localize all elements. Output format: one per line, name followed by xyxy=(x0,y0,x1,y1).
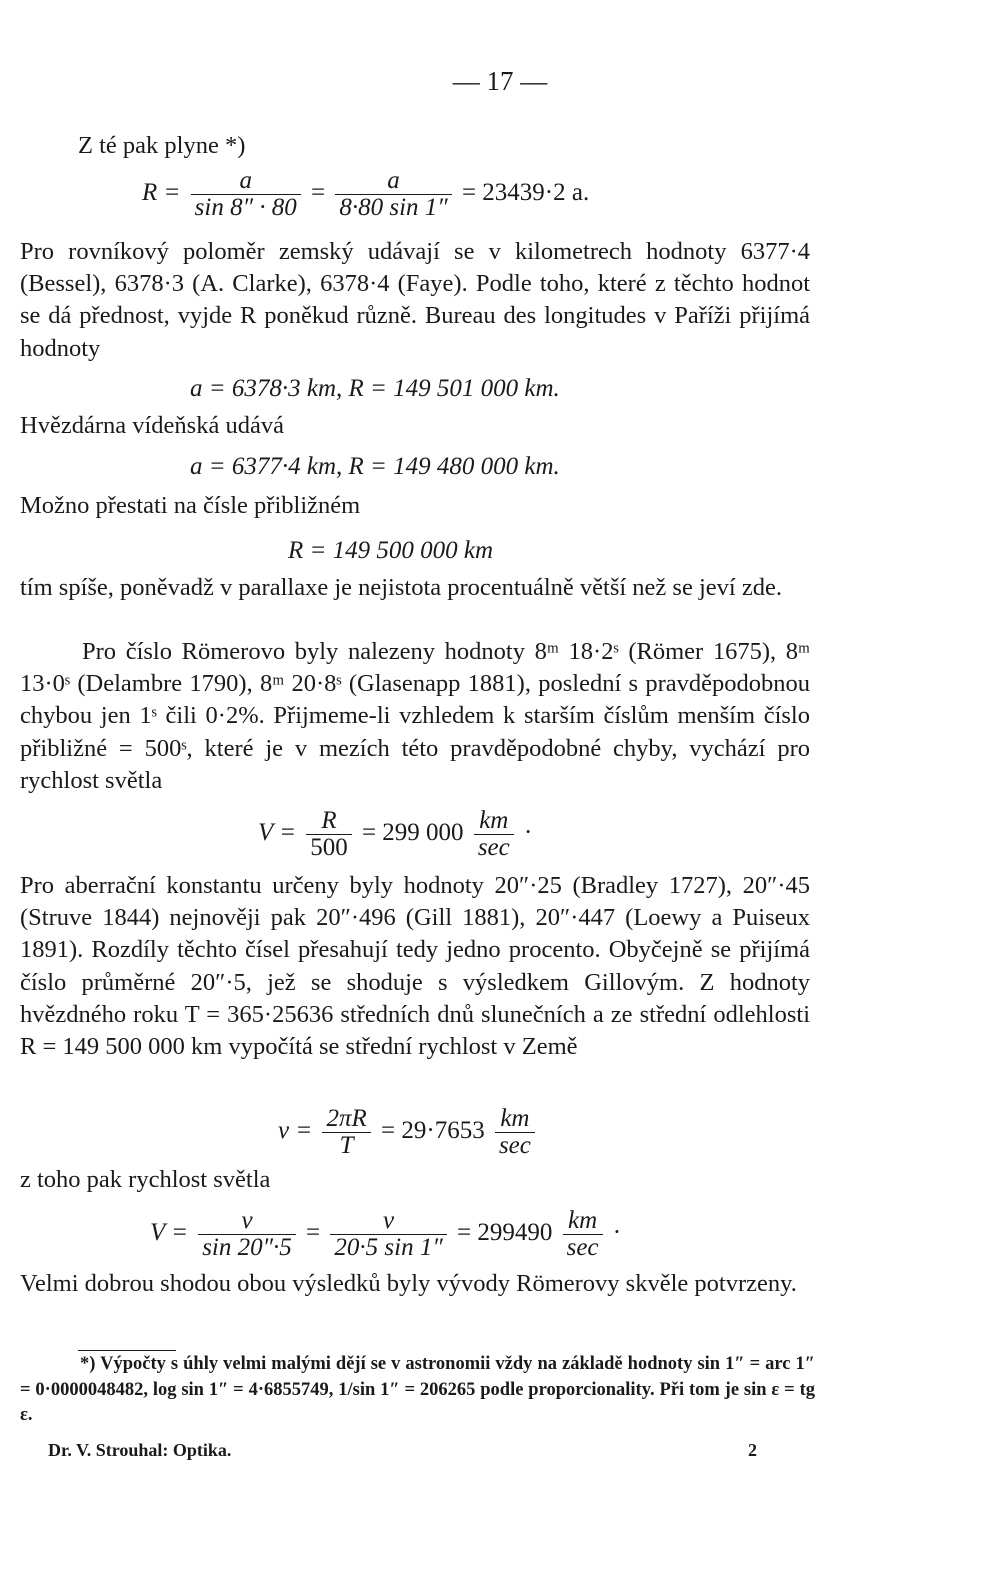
paragraph-1: Pro rovníkový poloměr zemský udávají se v kilometrech hodnoty 6377·4 (Bessel), 6378·3 (A. Clarke), 6378·4 (Faye). Podle toho, které z těchto hodnot se dá přednost, vyjde R poněkud různě. Bureau des longitudes v Paříži přijímá hodnoty xyxy=(20,238,810,362)
intro-line: Z té pak plyne *) xyxy=(78,132,246,159)
footer-author-title: Dr. V. Strouhal: Optika. xyxy=(48,1440,232,1460)
paragraph-2: Hvězdárna vídeňská udává xyxy=(20,412,284,439)
footnote: *) Výpočty s úhly velmi malými dějí se v astronomii vždy na základě hodnoty sin 1″ = arc 1″ = 0·0000048482, log sin 1″ = 4·6855749, 1/sin 1″ = 206265 podle proporcionality. Při tom je sin ε = tg ε. xyxy=(20,1354,815,1426)
paragraph-5: Pro číslo Römerovo byly nalezeny hodnoty 8ᵐ 18·2ˢ (Römer 1675), 8ᵐ 13·0ˢ (Delambre 1790), 8ᵐ 20·8ˢ (Glasenapp 1881), poslední s pravděpodobnou chybou jen 1ˢ čili 0·2%. Přijmeme-li vzhledem k starším číslům menším číslo přibližné = 500ˢ, které je v mezích této pravděpodobné chyby, vychází pro rychlost světla xyxy=(20,638,810,794)
paragraph-3: Možno přestati na čísle přibližném xyxy=(20,492,361,519)
eq6-fraction-1: $\frac{2\pi R}{T}$ xyxy=(322,1106,370,1159)
eq1-fraction-2: $\frac{a}{8\cdot 80 \sin 1''}$ xyxy=(335,168,451,221)
paragraph-4: tím spíše, poněvadž v parallaxe je nejistota procentuálně větší než se jeví zde. xyxy=(20,574,782,601)
eq5-fraction-2: $\frac{km}{\sec}$ xyxy=(474,808,514,861)
equation-6: v = $\frac{2\pi R}{T}$ = 29·7653 $\frac{km}{\sec}$ xyxy=(278,1106,539,1159)
equation-5: V = $\frac{R}{500}$ = 299 000 $\frac{km}{\sec}$ · xyxy=(258,807,533,861)
paragraph-7: z toho pak rychlost světla xyxy=(20,1166,271,1193)
paragraph-6: Pro aberrační konstantu určeny byly hodnoty 20″·25 (Bradley 1727), 20″·45 (Struve 1844) nejnověji pak 20″·496 (Gill 1881), 20″·447 (Loewy a Puiseux 1891). Rozdíly těchto čísel přesahují tedy jedno procento. Obyčejně se přijímá číslo průměrné 20″·5, jež se shoduje s výsledkem Gillovým. Z hodnoty hvězdného roku T = 365·25636 středních dnů slunečních a ze střední odlehlosti R = 149 500 000 km vypočítá se střední rychlost v Země xyxy=(20,872,810,1061)
page-number: — 17 — xyxy=(452,66,548,96)
eq7-fraction-3: $\frac{km}{\sec}$ xyxy=(563,1208,603,1261)
equation-3: a = 6377·4 km, R = 149 480 000 km. xyxy=(190,453,560,480)
eq1-lhs: R = xyxy=(142,179,181,207)
eq1-rhs: = 23439·2 a. xyxy=(461,179,590,207)
equation-4: R = 149 500 000 km xyxy=(288,537,494,564)
eq5-fraction-1: $\frac{R}{500}$ xyxy=(306,808,352,861)
eq7-fraction-2: $\frac{v}{20\cdot 5 \sin 1''}$ xyxy=(330,1208,446,1261)
footnote-divider xyxy=(78,1350,176,1351)
eq7-fraction-1: $\frac{v}{\sin 20''\cdot 5}$ xyxy=(198,1208,296,1261)
paragraph-8: Velmi dobrou shodou obou výsledků byly vývody Römerovy skvěle potvrzeny. xyxy=(20,1270,797,1297)
eq1-fraction-1: $\frac{a}{\sin 8'' \cdot 80}$ xyxy=(191,168,301,221)
equation-1: R = $\frac{a}{\sin 8'' \cdot 80}$ = $\frac{a}{8\cdot 80 \sin 1''}$ = 23439·2 a. xyxy=(142,167,590,221)
equation-7: V = $\frac{v}{\sin 20''\cdot 5}$ = $\frac{v}{20\cdot 5 \sin 1''}$ = 299490 $\frac{km}{\sec}$ · xyxy=(150,1207,622,1261)
equation-2: a = 6378·3 km, R = 149 501 000 km. xyxy=(190,375,560,402)
footer-signature-mark: 2 xyxy=(748,1440,757,1460)
eq6-fraction-2: $\frac{km}{\sec}$ xyxy=(495,1106,535,1159)
